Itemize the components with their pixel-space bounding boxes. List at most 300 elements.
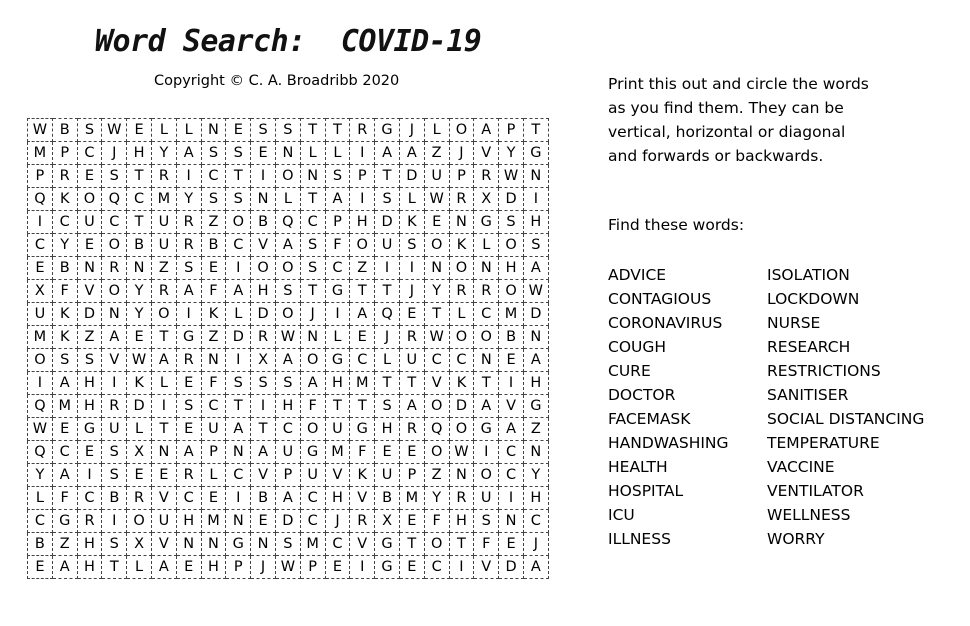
grid-letter: A [151,349,176,372]
grid-letter: N [77,257,102,280]
instruction-line: and forwards or backwards. [608,147,824,165]
grid-letter: V [350,487,375,510]
grid-letter: H [77,395,102,418]
grid-letter: M [52,395,77,418]
grid-letter: C [424,556,449,579]
grid-letter: P [52,142,77,165]
grid-letter: C [77,487,102,510]
grid-letter: I [523,188,548,211]
grid-letter: I [77,464,102,487]
grid-letter: G [375,556,400,579]
grid-letter: E [424,211,449,234]
grid-letter: S [102,464,127,487]
grid-letter: I [350,556,375,579]
grid-letter: W [275,326,300,349]
grid-letter: H [449,510,474,533]
grid-letter: I [449,556,474,579]
grid-letter: A [176,441,201,464]
grid-letter: U [424,165,449,188]
grid-letter: H [325,372,350,395]
grid-letter: L [275,188,300,211]
grid-letter: X [251,349,276,372]
grid-letter: A [523,349,548,372]
grid-letter: A [523,556,548,579]
grid-letter: E [226,119,251,142]
grid-letter: S [275,280,300,303]
grid-letter: J [300,303,325,326]
grid-letter: M [28,326,53,349]
grid-letter: W [424,188,449,211]
grid-row [28,487,549,510]
grid-letter: A [499,418,524,441]
grid-letter: D [399,165,424,188]
grid-letter: G [325,349,350,372]
grid-letter: T [102,556,127,579]
grid-letter: F [52,280,77,303]
grid-letter: E [350,326,375,349]
grid-letter: M [151,188,176,211]
grid-letter: U [28,303,53,326]
grid-letter: G [523,395,548,418]
grid-letter: O [424,441,449,464]
grid-letter: I [226,257,251,280]
grid-letter: Z [52,533,77,556]
grid-letter: S [201,188,226,211]
grid-letter: T [226,395,251,418]
grid-letter: N [523,326,548,349]
grid-letter: O [127,510,152,533]
grid-letter: Q [102,188,127,211]
grid-letter: S [375,395,400,418]
grid-letter: Y [523,464,548,487]
grid-letter: V [474,142,499,165]
grid-letter: A [300,372,325,395]
grid-letter: I [375,257,400,280]
grid-letter: C [474,303,499,326]
grid-letter: H [77,372,102,395]
grid-letter: U [151,234,176,257]
word-item: CONTAGIOUS [608,290,712,308]
grid-letter: S [300,234,325,257]
grid-letter: D [127,395,152,418]
grid-letter: T [399,372,424,395]
grid-letter: S [499,211,524,234]
word-item: RESTRICTIONS [767,362,881,380]
grid-letter: P [325,211,350,234]
grid-letter: H [325,487,350,510]
grid-letter: C [28,234,53,257]
word-item: SOCIAL DISTANCING [767,410,925,428]
grid-letter: L [201,464,226,487]
grid-letter: F [350,441,375,464]
grid-letter: C [77,142,102,165]
grid-letter: R [102,395,127,418]
grid-letter: A [523,257,548,280]
word-item: ISOLATION [767,266,850,284]
grid-letter: T [300,119,325,142]
grid-letter: F [424,510,449,533]
grid-letter: E [201,257,226,280]
word-item: TEMPERATURE [767,434,880,452]
grid-letter: Q [28,395,53,418]
grid-row [28,303,549,326]
grid-letter: D [523,303,548,326]
grid-letter: D [499,188,524,211]
grid-letter: N [474,349,499,372]
grid-letter: Z [77,326,102,349]
grid-letter: W [424,326,449,349]
grid-letter: S [102,165,127,188]
grid-letter: S [375,188,400,211]
grid-letter: A [474,395,499,418]
grid-letter: M [399,487,424,510]
grid-letter: E [251,510,276,533]
grid-letter: A [275,349,300,372]
grid-letter: S [275,119,300,142]
grid-letter: O [424,533,449,556]
grid-letter: A [176,142,201,165]
grid-letter: G [375,119,400,142]
grid-letter: H [77,556,102,579]
grid-letter: I [226,349,251,372]
grid-letter: I [325,303,350,326]
grid-letter: W [127,349,152,372]
word-item: ICU [608,506,635,524]
grid-letter: T [350,395,375,418]
grid-letter: L [127,418,152,441]
grid-letter: P [399,464,424,487]
grid-letter: C [102,211,127,234]
grid-letter: C [28,510,53,533]
grid-letter: H [77,533,102,556]
grid-letter: N [523,165,548,188]
grid-letter: N [499,510,524,533]
grid-letter: H [523,372,548,395]
grid-row [28,464,549,487]
grid-letter: J [399,119,424,142]
grid-letter: M [325,441,350,464]
grid-letter: R [127,487,152,510]
grid-letter: T [375,280,400,303]
grid-letter: R [151,165,176,188]
word-item: ADVICE [608,266,667,284]
word-list [608,264,968,552]
grid-letter: T [127,211,152,234]
grid-letter: N [251,533,276,556]
grid-letter: C [226,464,251,487]
grid-letter: P [201,441,226,464]
grid-letter: T [151,418,176,441]
grid-letter: S [226,188,251,211]
grid-letter: K [52,188,77,211]
grid-letter: C [201,165,226,188]
grid-letter: A [226,418,251,441]
grid-letter: E [28,257,53,280]
grid-letter: T [127,165,152,188]
grid-letter: S [251,119,276,142]
grid-letter: R [474,165,499,188]
grid-letter: R [151,280,176,303]
grid-letter: P [499,119,524,142]
grid-letter: E [77,441,102,464]
grid-letter: E [28,556,53,579]
grid-letter: P [350,165,375,188]
grid-letter: G [176,326,201,349]
copyright-notice: Copyright © C. A. Broadribb 2020 [154,73,400,89]
grid-row [28,372,549,395]
grid-letter: W [499,165,524,188]
grid-letter: S [102,441,127,464]
grid-letter: J [375,326,400,349]
grid-letter: E [151,464,176,487]
grid-row [28,395,549,418]
grid-letter: A [251,441,276,464]
grid-letter: V [325,464,350,487]
grid-letter: A [350,303,375,326]
instruction-line: Print this out and circle the words [608,75,869,93]
grid-letter: E [201,487,226,510]
grid-letter: C [523,510,548,533]
grid-letter: M [201,510,226,533]
word-item: CURE [608,362,651,380]
grid-letter: W [523,280,548,303]
grid-letter: U [375,234,400,257]
grid-letter: O [474,326,499,349]
grid-letter: V [251,234,276,257]
grid-letter: O [499,280,524,303]
grid-letter: Q [375,303,400,326]
grid-letter: O [449,326,474,349]
grid-letter: O [275,165,300,188]
instructions [608,72,938,168]
grid-letter: O [300,349,325,372]
grid-letter: O [499,234,524,257]
grid-letter: U [102,418,127,441]
grid-letter: E [399,510,424,533]
grid-letter: Z [523,418,548,441]
grid-letter: C [127,188,152,211]
grid-letter: Z [201,211,226,234]
grid-letter: U [399,349,424,372]
grid-letter: K [399,211,424,234]
grid-letter: N [201,533,226,556]
grid-letter: A [176,280,201,303]
grid-letter: L [127,556,152,579]
grid-letter: A [52,372,77,395]
grid-letter: C [52,441,77,464]
grid-letter: N [300,326,325,349]
grid-letter: V [499,395,524,418]
grid-letter: G [474,211,499,234]
grid-letter: L [176,119,201,142]
grid-letter: Y [127,280,152,303]
grid-letter: J [102,142,127,165]
grid-letter: Y [151,142,176,165]
grid-letter: T [474,372,499,395]
grid-letter: S [52,349,77,372]
grid-letter: H [523,487,548,510]
grid-letter: B [28,533,53,556]
grid-letter: S [523,234,548,257]
grid-letter: A [399,395,424,418]
grid-letter: L [375,349,400,372]
grid-letter: N [523,441,548,464]
grid-letter: W [28,119,53,142]
grid-letter: X [127,533,152,556]
grid-letter: V [151,487,176,510]
grid-letter: T [375,372,400,395]
grid-letter: A [52,464,77,487]
grid-letter: A [102,326,127,349]
page-title: Word Search: COVID-19 [95,24,482,59]
grid-letter: S [275,533,300,556]
grid-letter: R [399,418,424,441]
grid-letter: S [226,372,251,395]
grid-letter: B [201,234,226,257]
grid-letter: J [449,142,474,165]
grid-letter: B [52,257,77,280]
grid-letter: M [28,142,53,165]
grid-letter: C [176,487,201,510]
grid-letter: C [499,441,524,464]
grid-letter: O [449,257,474,280]
grid-letter: E [52,418,77,441]
grid-letter: B [499,326,524,349]
grid-letter: I [251,395,276,418]
grid-letter: R [52,165,77,188]
grid-letter: H [127,142,152,165]
grid-letter: S [300,257,325,280]
grid-letter: J [251,556,276,579]
grid-row [28,349,549,372]
grid-letter: C [300,487,325,510]
grid-letter: C [499,464,524,487]
word-item: VENTILATOR [767,482,864,500]
grid-letter: C [300,211,325,234]
grid-letter: G [77,418,102,441]
grid-letter: S [251,372,276,395]
grid-letter: C [226,234,251,257]
grid-letter: I [399,257,424,280]
grid-row [28,165,549,188]
grid-letter: S [275,372,300,395]
grid-letter: I [176,303,201,326]
grid-letter: S [201,142,226,165]
grid-letter: O [275,257,300,280]
grid-letter: O [102,280,127,303]
grid-letter: L [300,142,325,165]
grid-row [28,556,549,579]
grid-letter: B [375,487,400,510]
grid-letter: C [201,395,226,418]
grid-letter: H [499,257,524,280]
grid-letter: A [399,142,424,165]
grid-letter: O [350,234,375,257]
grid-letter: N [275,142,300,165]
word-item: RESEARCH [767,338,851,356]
grid-letter: T [226,165,251,188]
grid-letter: O [251,257,276,280]
grid-letter: F [52,487,77,510]
grid-letter: J [325,510,350,533]
grid-letter: J [399,280,424,303]
grid-letter: L [474,234,499,257]
grid-row [28,533,549,556]
grid-letter: I [350,142,375,165]
grid-letter: F [474,533,499,556]
grid-letter: E [499,533,524,556]
grid-letter: A [275,234,300,257]
grid-letter: Y [127,303,152,326]
grid-letter: H [523,211,548,234]
grid-letter: G [523,142,548,165]
grid-letter: S [474,510,499,533]
grid-letter: R [176,211,201,234]
grid-letter: E [399,441,424,464]
grid-letter: N [300,165,325,188]
grid-letter: R [176,349,201,372]
grid-letter: P [226,556,251,579]
grid-letter: T [424,303,449,326]
grid-letter: O [449,119,474,142]
grid-letter: T [350,280,375,303]
grid-letter: H [350,211,375,234]
grid-letter: R [350,119,375,142]
word-item: VACCINE [767,458,835,476]
grid-letter: W [28,418,53,441]
grid-letter: U [151,211,176,234]
grid-letter: R [474,280,499,303]
grid-letter: S [399,234,424,257]
word-item: COUGH [608,338,667,356]
grid-letter: I [28,372,53,395]
grid-letter: T [325,395,350,418]
grid-letter: U [375,464,400,487]
grid-letter: P [300,556,325,579]
grid-letter: R [176,464,201,487]
grid-letter: E [251,142,276,165]
grid-letter: T [151,326,176,349]
grid-letter: B [127,234,152,257]
grid-row [28,257,549,280]
grid-letter: K [52,303,77,326]
grid-letter: C [325,533,350,556]
grid-row [28,188,549,211]
grid-letter: C [300,510,325,533]
grid-letter: E [399,556,424,579]
find-words-label: Find these words: [608,216,745,234]
grid-letter: N [226,441,251,464]
grid-letter: E [325,556,350,579]
grid-row [28,211,549,234]
grid-letter: Q [275,211,300,234]
grid-letter: T [325,119,350,142]
word-item: HANDWASHING [608,434,729,452]
grid-letter: G [474,418,499,441]
grid-letter: G [325,280,350,303]
grid-letter: S [77,119,102,142]
grid-letter: E [127,464,152,487]
grid-letter: N [102,303,127,326]
grid-letter: Z [424,142,449,165]
grid-letter: N [176,533,201,556]
grid-letter: M [350,372,375,395]
grid-letter: A [275,487,300,510]
grid-letter: L [399,188,424,211]
grid-letter: A [325,188,350,211]
grid-letter: C [325,257,350,280]
grid-letter: Y [499,142,524,165]
